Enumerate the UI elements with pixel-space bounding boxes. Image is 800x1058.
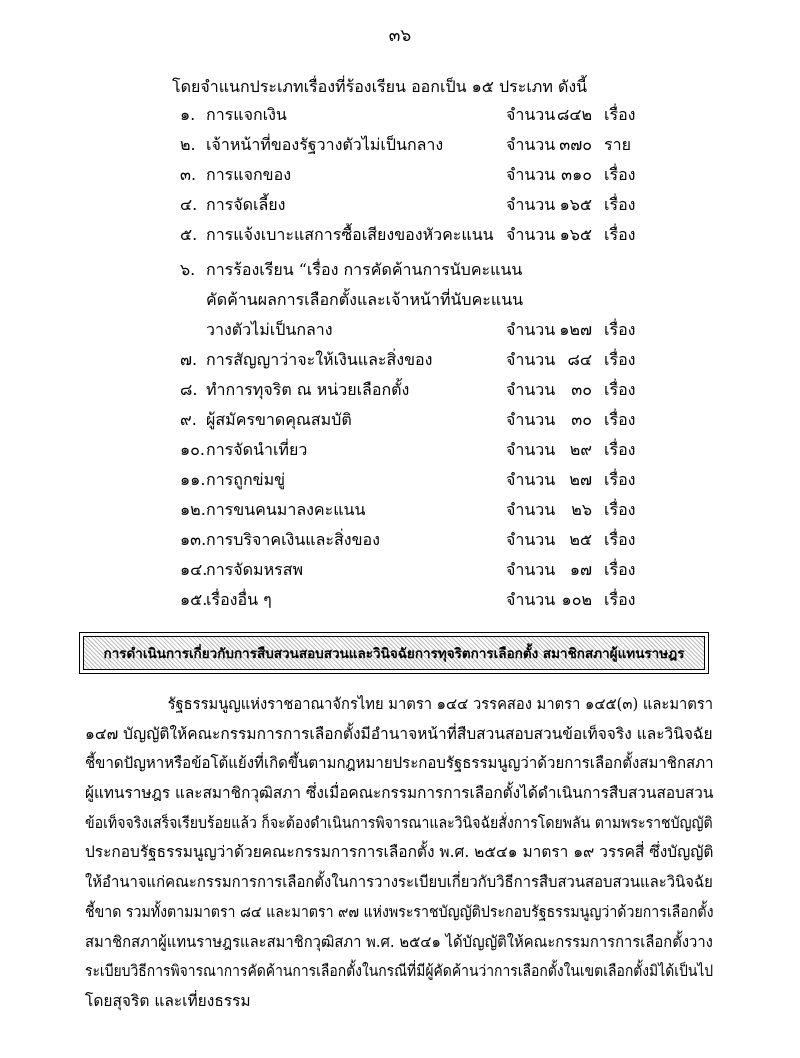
paragraph-line: ผู้แทนราษฎร และสมาชิกวุฒิสภา ซึ่งเมื่อคณะกรรมการการเลือกตั้งได้ดำเนินการสืบสวนสอบสวน: [85, 784, 714, 803]
list-item: [0, 223, 800, 253]
list-item: [0, 558, 800, 588]
item-number: ๑.: [180, 105, 196, 124]
list-item: [0, 133, 800, 163]
count-label: จำนวน: [506, 135, 556, 154]
item-number: ๘.: [180, 380, 198, 399]
list-item-continuation: [0, 288, 800, 318]
item-unit: เรื่อง: [604, 320, 636, 339]
list-item: [0, 498, 800, 528]
item-unit: เรื่อง: [604, 590, 636, 609]
count-label: จำนวน: [506, 590, 556, 609]
item-unit: เรื่อง: [604, 225, 636, 244]
item-number: ๔.: [180, 195, 198, 214]
list-item: [0, 103, 800, 133]
item-label: การจัดเลี้ยง: [206, 195, 286, 214]
item-label: การจัดนำเที่ยว: [206, 440, 308, 459]
list-item: [0, 258, 800, 288]
paragraph-line: ประกอบรัฐธรรมนูญว่าด้วยคณะกรรมการการเลือกตั้ง พ.ศ. ๒๕๔๑ มาตรา ๑๙ วรรคสี่ ซึ่งบัญญัติ: [85, 843, 714, 862]
count-label: จำนวน: [506, 225, 556, 244]
item-unit: เรื่อง: [604, 195, 636, 214]
count-label: จำนวน: [506, 380, 556, 399]
section-heading-box: [79, 632, 709, 674]
count-label: จำนวน: [506, 500, 556, 519]
paragraph-line: ให้อำนาจแก่คณะกรรมการการเลือกตั้งในการวางระเบียบเกี่ยวกับวิธีการสืบสวนสอบสวนและวินิจฉัย: [85, 873, 713, 892]
paragraph-line: สมาชิกสภาผู้แทนราษฎรและสมาชิกวุฒิสภา พ.ศ. ๒๕๔๑ ได้บัญญัติให้คณะกรรมการการเลือกตั้งวาง: [85, 932, 713, 951]
list-item-continuation: [0, 318, 800, 348]
item-label-line2: คัดค้านผลการเลือกตั้งและเจ้าหน้าที่นับคะแนน: [206, 290, 524, 309]
item-label: ผู้สมัครขาดคุณสมบัติ: [206, 410, 352, 429]
item-number: ๑๕.: [180, 590, 208, 609]
item-value: ๓๗๐: [559, 135, 592, 154]
paragraph-line: ข้อเท็จจริงเสร็จเรียบร้อยแล้ว ก็จะต้องดำเนินการพิจารณาและวินิจฉัยสั่งการโดยพลัน ตามพระราชบัญญัติ: [85, 813, 713, 832]
item-label: ทำการทุจริต ณ หน่วยเลือกตั้ง: [206, 380, 410, 399]
item-label-line3: วางตัวไม่เป็นกลาง: [206, 320, 333, 339]
item-unit: เรื่อง: [604, 165, 636, 184]
item-label: การขนคนมาลงคะแนน: [206, 500, 366, 519]
item-value: ๑๗: [569, 560, 592, 579]
item-label: การแจ้งเบาะแสการซื้อเสียงของหัวคะแนน: [206, 225, 494, 244]
item-number: ๑๑.: [180, 470, 206, 489]
count-label: จำนวน: [506, 195, 556, 214]
section-heading: การดำเนินการเกี่ยวกับการสืบสวนสอบสวนและวินิจฉัยการทุจริตการเลือกตั้ง สมาชิกสภาผู้แทนราษฎร: [103, 646, 685, 662]
item-label: การแจกของ: [206, 165, 291, 184]
item-value: ๑๐๒: [561, 590, 592, 609]
item-value: ๓๑๐: [561, 165, 592, 184]
section-heading-shaded: [83, 636, 705, 670]
item-number: ๙.: [180, 410, 197, 429]
item-number: ๑๒.: [180, 500, 206, 519]
item-number: ๓.: [180, 165, 197, 184]
item-label: การจัดมหรสพ: [206, 560, 304, 579]
item-label: การสัญญาว่าจะให้เงินและสิ่งของ: [206, 350, 433, 369]
paragraph-line: ระเบียบวิธีการพิจารณาการคัดค้านการเลือกตั้งในกรณีที่มีผู้คัดค้านว่าการเลือกตั้งในเขตเลือกตั้งมิได้เป็นไป: [85, 962, 714, 981]
list-item: [0, 408, 800, 438]
item-value: ๑๖๕: [559, 225, 592, 244]
item-value: ๓๐: [571, 380, 592, 399]
count-label: จำนวน: [506, 105, 556, 124]
item-unit: เรื่อง: [604, 380, 636, 399]
count-label: จำนวน: [506, 470, 556, 489]
count-label: จำนวน: [506, 350, 556, 369]
item-value: ๑๖๕: [559, 195, 592, 214]
item-unit: เรื่อง: [604, 560, 636, 579]
item-value: ๒๕: [569, 530, 592, 549]
item-number: ๑๔.: [180, 560, 208, 579]
list-item: [0, 588, 800, 618]
item-number: ๑๐.: [180, 440, 206, 459]
item-number: ๗.: [180, 350, 198, 369]
item-label: เรื่องอื่น ๆ: [206, 590, 272, 609]
count-label: จำนวน: [506, 410, 556, 429]
item-unit: เรื่อง: [604, 440, 636, 459]
item-unit: เรื่อง: [604, 410, 636, 429]
count-label: จำนวน: [506, 320, 556, 339]
item-value: ๓๐: [571, 410, 592, 429]
item-number: ๒.: [180, 135, 196, 154]
item-label: เจ้าหน้าที่ของรัฐวางตัวไม่เป็นกลาง: [206, 135, 444, 154]
item-label: การร้องเรียน “เรื่อง การคัดค้านการนับคะแนน: [206, 260, 523, 279]
item-value: ๒๗: [569, 470, 592, 489]
item-label: การถูกข่มขู่: [206, 470, 286, 489]
count-label: จำนวน: [506, 440, 556, 459]
item-number: ๖.: [180, 260, 196, 279]
item-unit: เรื่อง: [604, 530, 636, 549]
list-item: [0, 468, 800, 498]
count-label: จำนวน: [506, 530, 556, 549]
item-value: ๒๙: [569, 440, 592, 459]
item-unit: เรื่อง: [604, 500, 636, 519]
item-label: การแจกเงิน: [206, 105, 287, 124]
paragraph-line: โดยสุจริต และเที่ยงธรรม: [85, 991, 251, 1010]
body-paragraph: [85, 690, 713, 1017]
list-item: [0, 528, 800, 558]
paragraph-line: ๑๔๗ บัญญัติให้คณะกรรมการการเลือกตั้งมีอำนาจหน้าที่สืบสวนสอบสวนข้อเท็จจริง และวินิจฉัย: [85, 724, 713, 743]
item-unit: เรื่อง: [604, 105, 636, 124]
item-value: ๒๖: [571, 500, 592, 519]
list-item: [0, 438, 800, 468]
item-value: ๑๒๗: [559, 320, 592, 339]
item-unit: เรื่อง: [604, 350, 636, 369]
list-item: [0, 193, 800, 223]
item-value: ๘๔๒: [557, 105, 592, 124]
count-label: จำนวน: [506, 165, 556, 184]
item-unit: ราย: [604, 135, 631, 154]
paragraph-line: ชี้ขาดปัญหาหรือข้อโต้แย้งที่เกิดขึ้นตามกฎหมายประกอบรัฐธรรมนูญว่าด้วยการเลือกตั้งสมาชิกสภา: [85, 754, 714, 773]
paragraph-line: รัฐธรรมนูญแห่งราชอาณาจักรไทย มาตรา ๑๔๔ วรรคสอง มาตรา ๑๔๕(๓) และมาตรา: [167, 695, 714, 713]
item-unit: เรื่อง: [604, 470, 636, 489]
intro-line: โดยจำแนกประเภทเรื่องที่ร้องเรียน ออกเป็น ๑๕ ประเภท ดังนี้: [172, 77, 588, 96]
item-number: ๕.: [180, 225, 198, 244]
paragraph-line: ชี้ขาด รวมทั้งตามมาตรา ๘๔ และมาตรา ๙๗ แห่งพระราชบัญญัติประกอบรัฐธรรมนูญว่าด้วยการเลือกตั้ง: [85, 902, 714, 921]
list-item: [0, 378, 800, 408]
list-item: [0, 348, 800, 378]
item-value: ๘๔: [567, 350, 592, 369]
count-label: จำนวน: [506, 560, 556, 579]
page-number: ๓๖: [388, 26, 412, 46]
item-label: การบริจาคเงินและสิ่งของ: [206, 530, 380, 549]
item-number: ๑๓.: [180, 530, 207, 549]
list-item: [0, 163, 800, 193]
